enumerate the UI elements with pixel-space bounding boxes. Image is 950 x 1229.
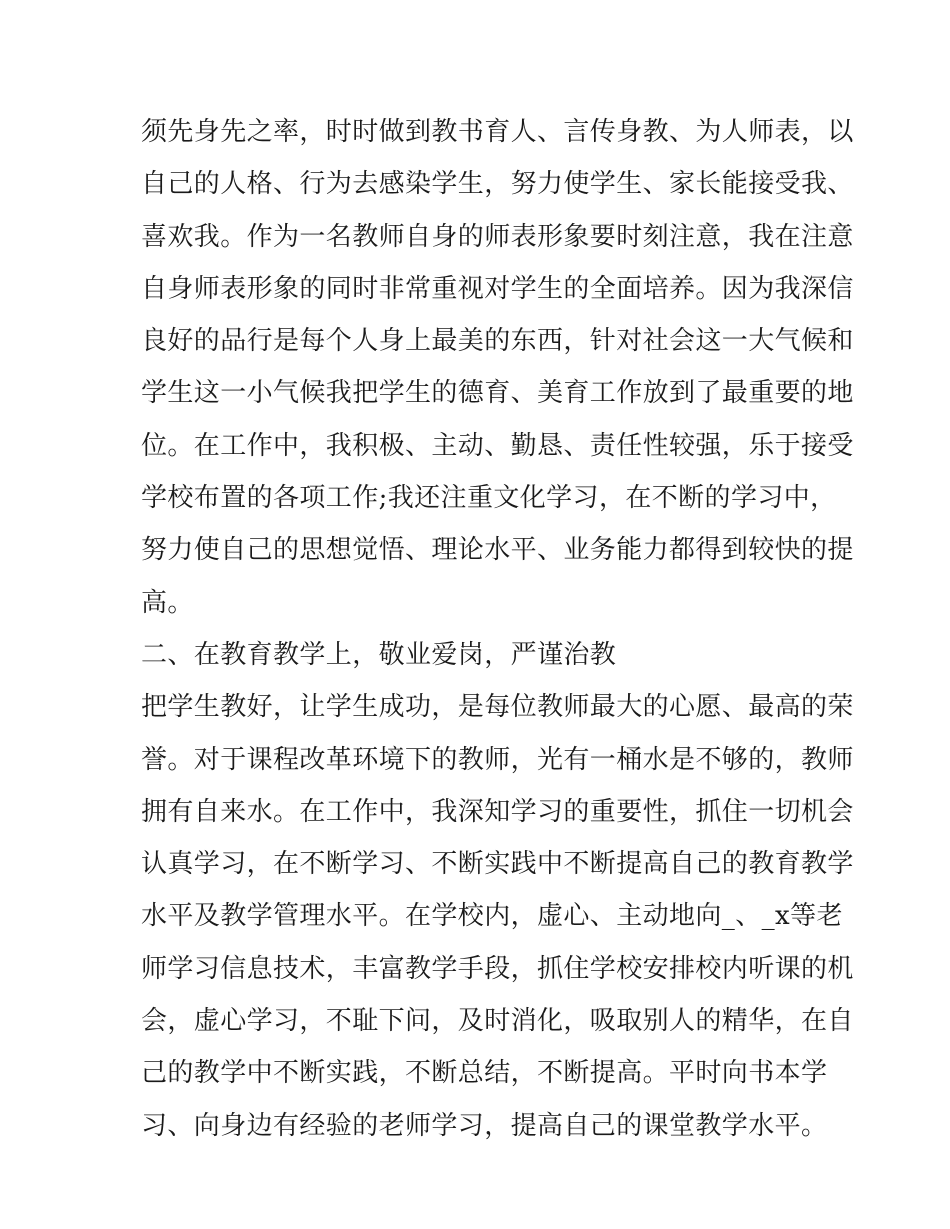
text-line-1: 须先身先之率，时时做到教书育人、言传身教、为人师表，以 — [141, 117, 854, 147]
text-line-6: 学生这一小气候我把学生的德育、美育工作放到了最重要的地 — [141, 378, 854, 409]
text-line-20: 习、向身边有经验的老师学习，提高自己的课堂教学水平。 — [141, 1110, 828, 1141]
text-line-13: 誉。对于课程改革环境下的教师，光有一桶水是不够的，教师 — [141, 744, 854, 775]
text-line-16: 水平及教学管理水平。在学校内，虚心、主动地向_、_x等老 — [141, 901, 843, 932]
text-line-17: 师学习信息技术，丰富教学手段，抓住学校安排校内听课的机 — [141, 953, 854, 984]
text-line-5: 良好的品行是每个人身上最美的东西，针对社会这一大气候和 — [141, 326, 854, 357]
text-line-8: 学校布置的各项工作;我还注重文化学习，在不断的学习中， — [141, 483, 837, 514]
text-line-15: 认真学习，在不断学习、不断实践中不断提高自己的教育教学 — [141, 849, 854, 880]
section-heading: 二、在教育教学上，敬业爱岗，严谨治教 — [141, 639, 617, 670]
text-line-9: 努力使自己的思想觉悟、理论水平、业务能力都得到较快的提 — [141, 535, 854, 566]
text-line-4: 自身师表形象的同时非常重视对学生的全面培养。因为我深信 — [141, 273, 854, 304]
text-line-7: 位。在工作中，我积极、主动、勤恳、责任性较强，乐于接受 — [141, 430, 854, 461]
body-text — [141, 106, 854, 1152]
text-line-14: 拥有自来水。在工作中，我深知学习的重要性，抓住一切机会 — [141, 796, 854, 827]
text-line-3: 喜欢我。作为一名教师自身的师表形象要时刻注意，我在注意 — [141, 221, 854, 252]
text-line-2: 自己的人格、行为去感染学生，努力使学生、家长能接受我、 — [141, 169, 854, 200]
text-line-12: 把学生教好，让学生成功，是每位教师最大的心愿、最高的荣 — [141, 692, 854, 723]
text-line-18: 会，虚心学习，不耻下问，及时消化，吸取别人的精华，在自 — [141, 1006, 854, 1037]
text-line-10: 高。 — [141, 587, 194, 618]
text-line-19: 己的教学中不断实践，不断总结，不断提高。平时向书本学 — [141, 1058, 828, 1089]
